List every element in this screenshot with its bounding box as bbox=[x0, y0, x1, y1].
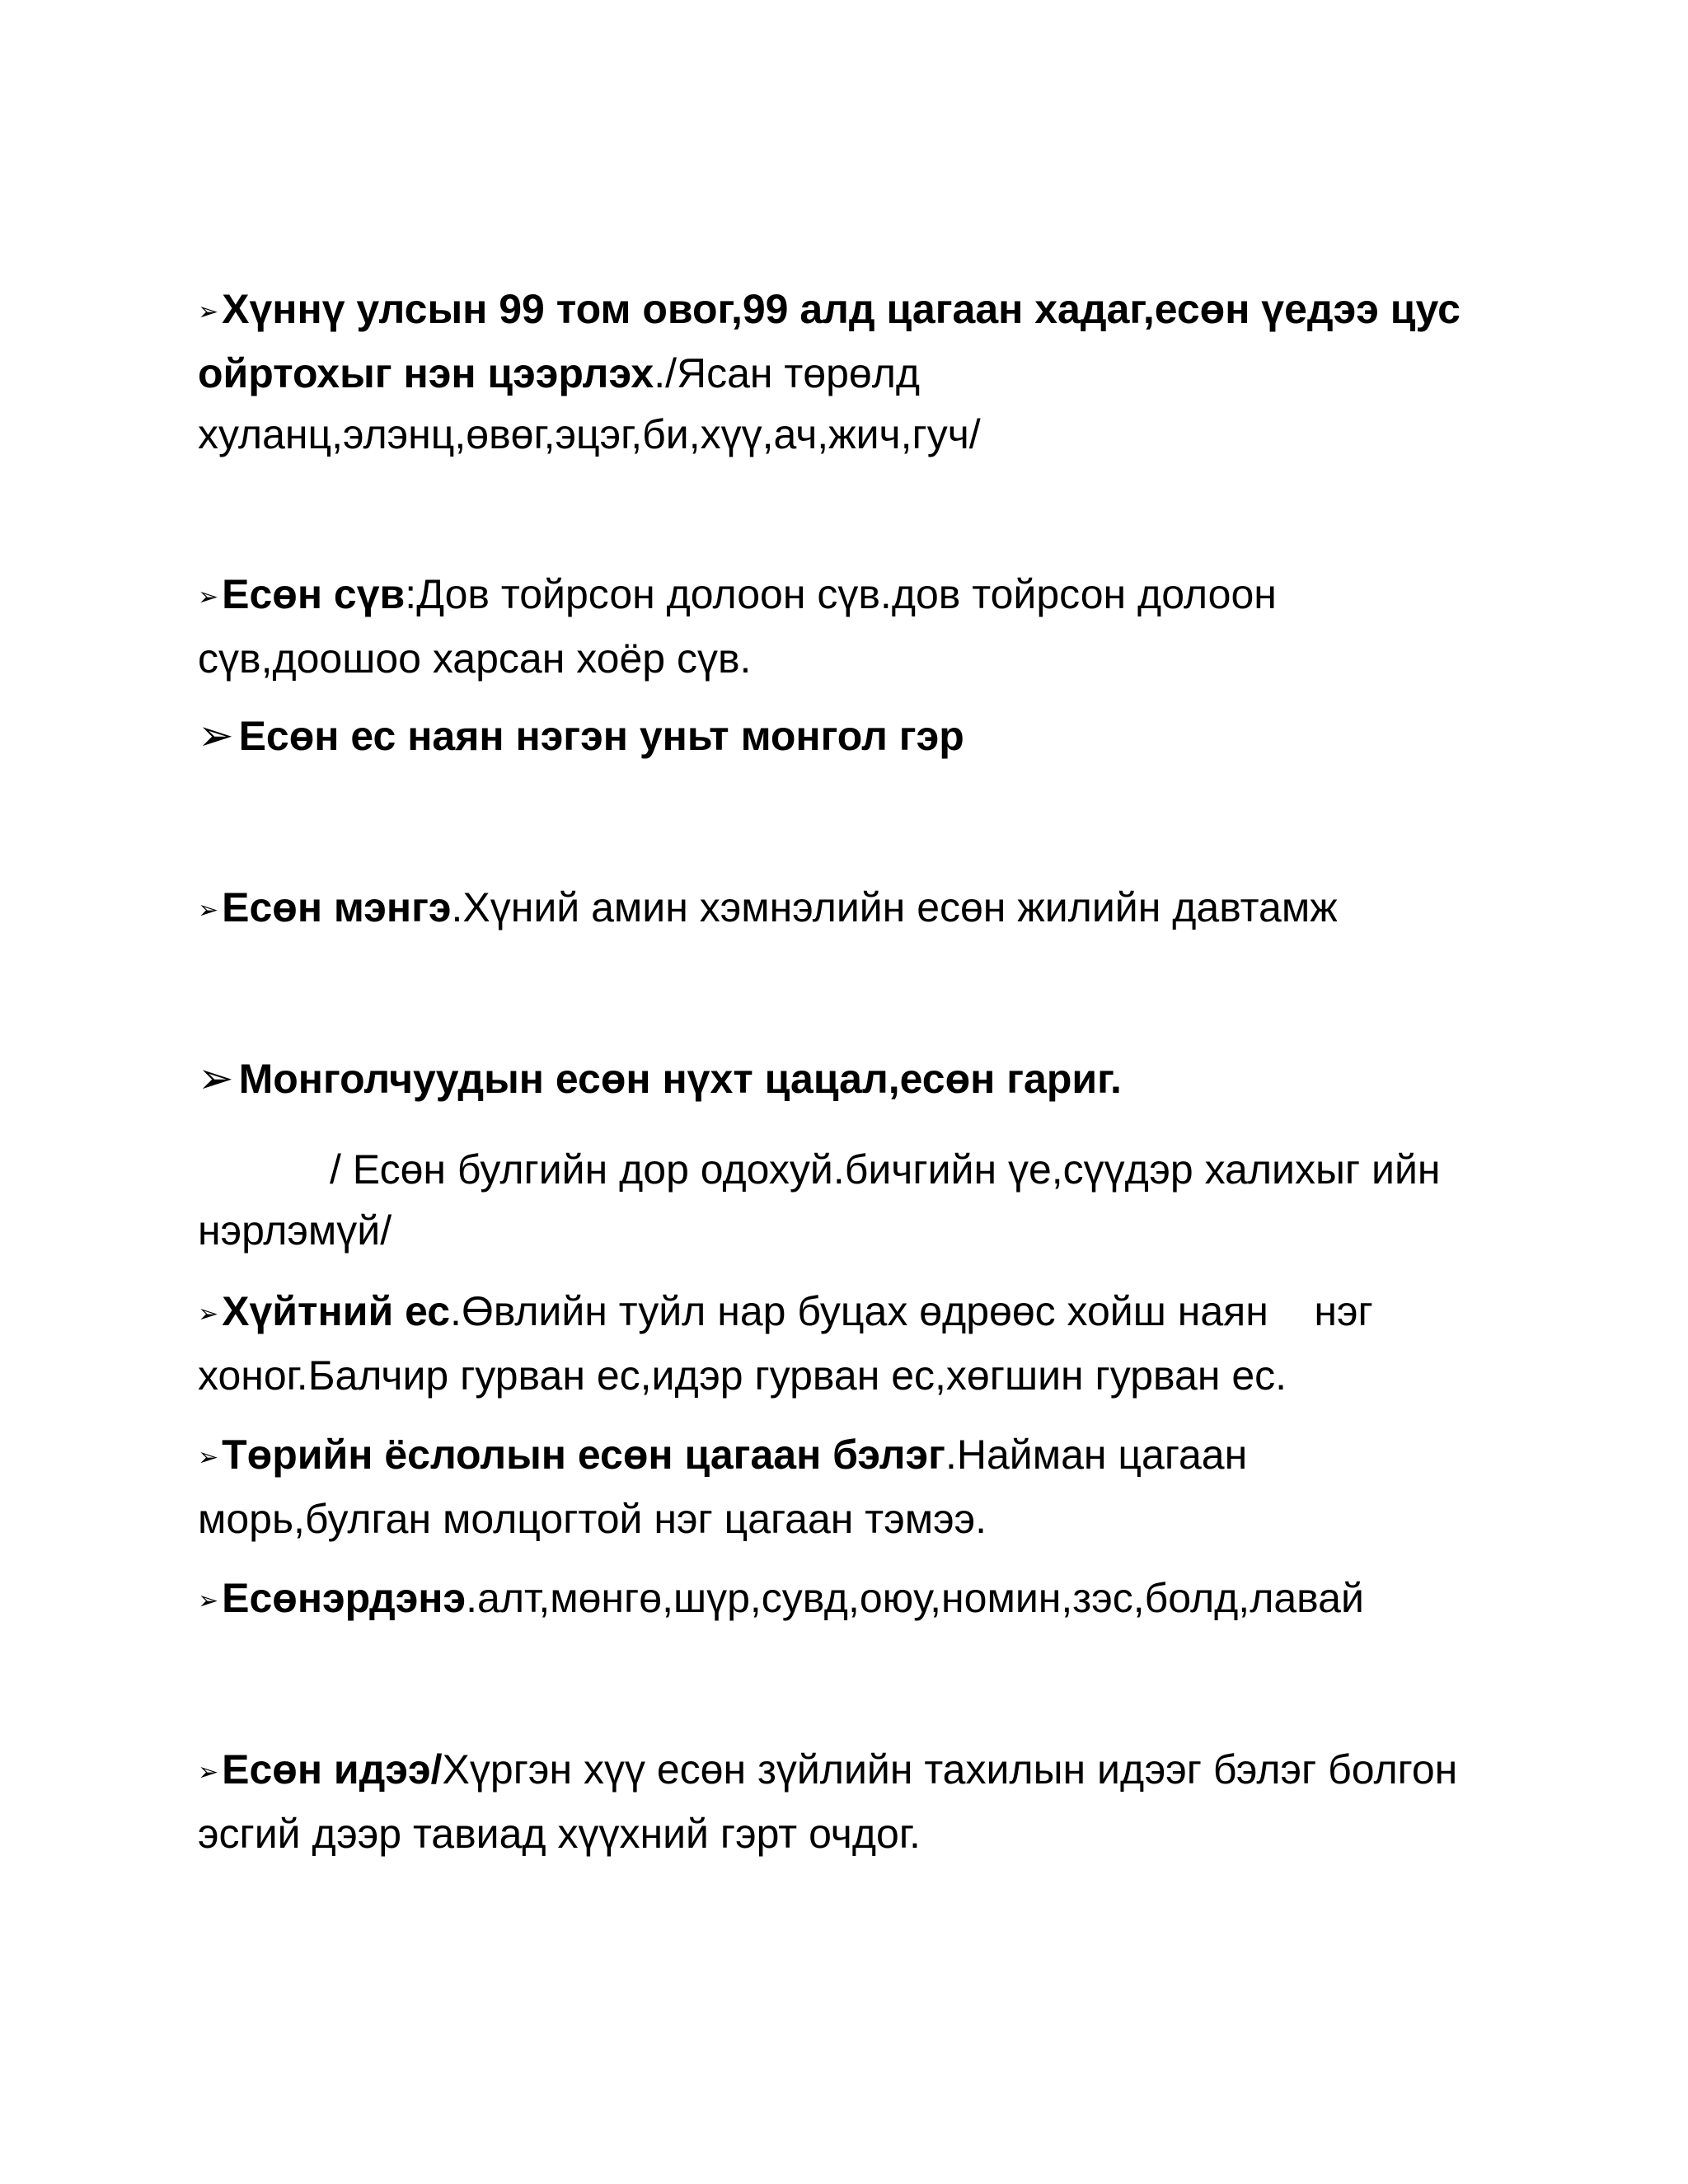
paragraph-bold-text: Хүйтний ес bbox=[222, 1288, 451, 1334]
paragraph-text: .Өвлийн туйл нар буцах өдрөөс хойш наян нэг хоног.Балчир гурван ес,идэр гурван ес,хөгшин гурван ес. bbox=[198, 1288, 1385, 1399]
paragraph-text: .Хүний амин хэмнэлийн есөн жилийн давтамж bbox=[451, 884, 1338, 930]
paragraph-nine-jewels bbox=[198, 1568, 1484, 1632]
paragraph-nine-foods bbox=[198, 1739, 1484, 1864]
paragraph-bold-text: Хүннү улсын 99 том овог,99 алд цагаан хадаг,есөн үедээ цус ойртохыг нэн цээрлэх bbox=[198, 286, 1461, 396]
paragraph-winter-nines bbox=[198, 1281, 1484, 1406]
paragraph-bold-text: Есөн мэнгэ bbox=[222, 884, 452, 930]
paragraph-nine-springs bbox=[198, 1139, 1484, 1261]
paragraph-mongol-ger bbox=[198, 705, 1484, 766]
paragraph-state-gifts bbox=[198, 1424, 1484, 1549]
paragraph-bold-text: Төрийн ёслолын есөн цагаан бэлэг bbox=[222, 1432, 945, 1478]
paragraph-bold-text: Есөнэрдэнэ bbox=[222, 1575, 467, 1621]
paragraph-nine-menge bbox=[198, 877, 1484, 941]
arrow-bullet-icon: ➢ bbox=[198, 897, 219, 924]
paragraph-text: ./Ясан төрөлд хуланц,элэнц,өвөг,эцэг,би,хүү,ач,жич,гуч/ bbox=[198, 350, 981, 457]
paragraph-text: / Есөн булгийн дор одохуй.бичгийн үе,сүүдэр халихыг ийн нэрлэмүй/ bbox=[198, 1146, 1441, 1254]
arrow-bullet-icon: ➢ bbox=[198, 583, 219, 611]
paragraph-bold-text: Монголчуудын есөн нүхт цацал,есөн гариг. bbox=[238, 1056, 1122, 1102]
paragraph-text: .алт,мөнгө,шүр,сувд,оюу,номин,зэс,болд,лавай bbox=[466, 1575, 1364, 1621]
paragraph-bold-text: Есөн идээ/ bbox=[222, 1746, 443, 1793]
paragraph-nine-planets bbox=[198, 1048, 1484, 1109]
arrow-bullet-icon: ➢ bbox=[198, 298, 219, 326]
paragraph-bold-text: Есөн ес наян нэгэн уньт монгол гэр bbox=[238, 713, 964, 759]
arrow-bullet-icon: ➢ bbox=[198, 1444, 219, 1471]
paragraph-text: Хүргэн хүү есөн зүйлийн тахилын идээг бэлэг болгон эсгий дээр тавиад хүүхний гэрт очдог. bbox=[198, 1746, 1458, 1857]
arrow-bullet-icon: ➢ bbox=[198, 712, 234, 760]
arrow-bullet-icon: ➢ bbox=[198, 1301, 219, 1328]
paragraph-hunnu-clans bbox=[198, 279, 1484, 465]
paragraph-nine-suv bbox=[198, 564, 1484, 689]
arrow-bullet-icon: ➢ bbox=[198, 1055, 234, 1103]
paragraph-bold-text: Есөн сүв bbox=[222, 571, 406, 617]
arrow-bullet-icon: ➢ bbox=[198, 1587, 219, 1615]
paragraph-text: .Найман цагаан морь,булган молцогтой нэг цагаан тэмээ. bbox=[198, 1432, 1248, 1542]
arrow-bullet-icon: ➢ bbox=[198, 1759, 219, 1786]
paragraph-text: :Дов тойрсон долоон сүв.дов тойрсон долоон сүв,доошоо харсан хоёр сүв. bbox=[198, 571, 1277, 682]
